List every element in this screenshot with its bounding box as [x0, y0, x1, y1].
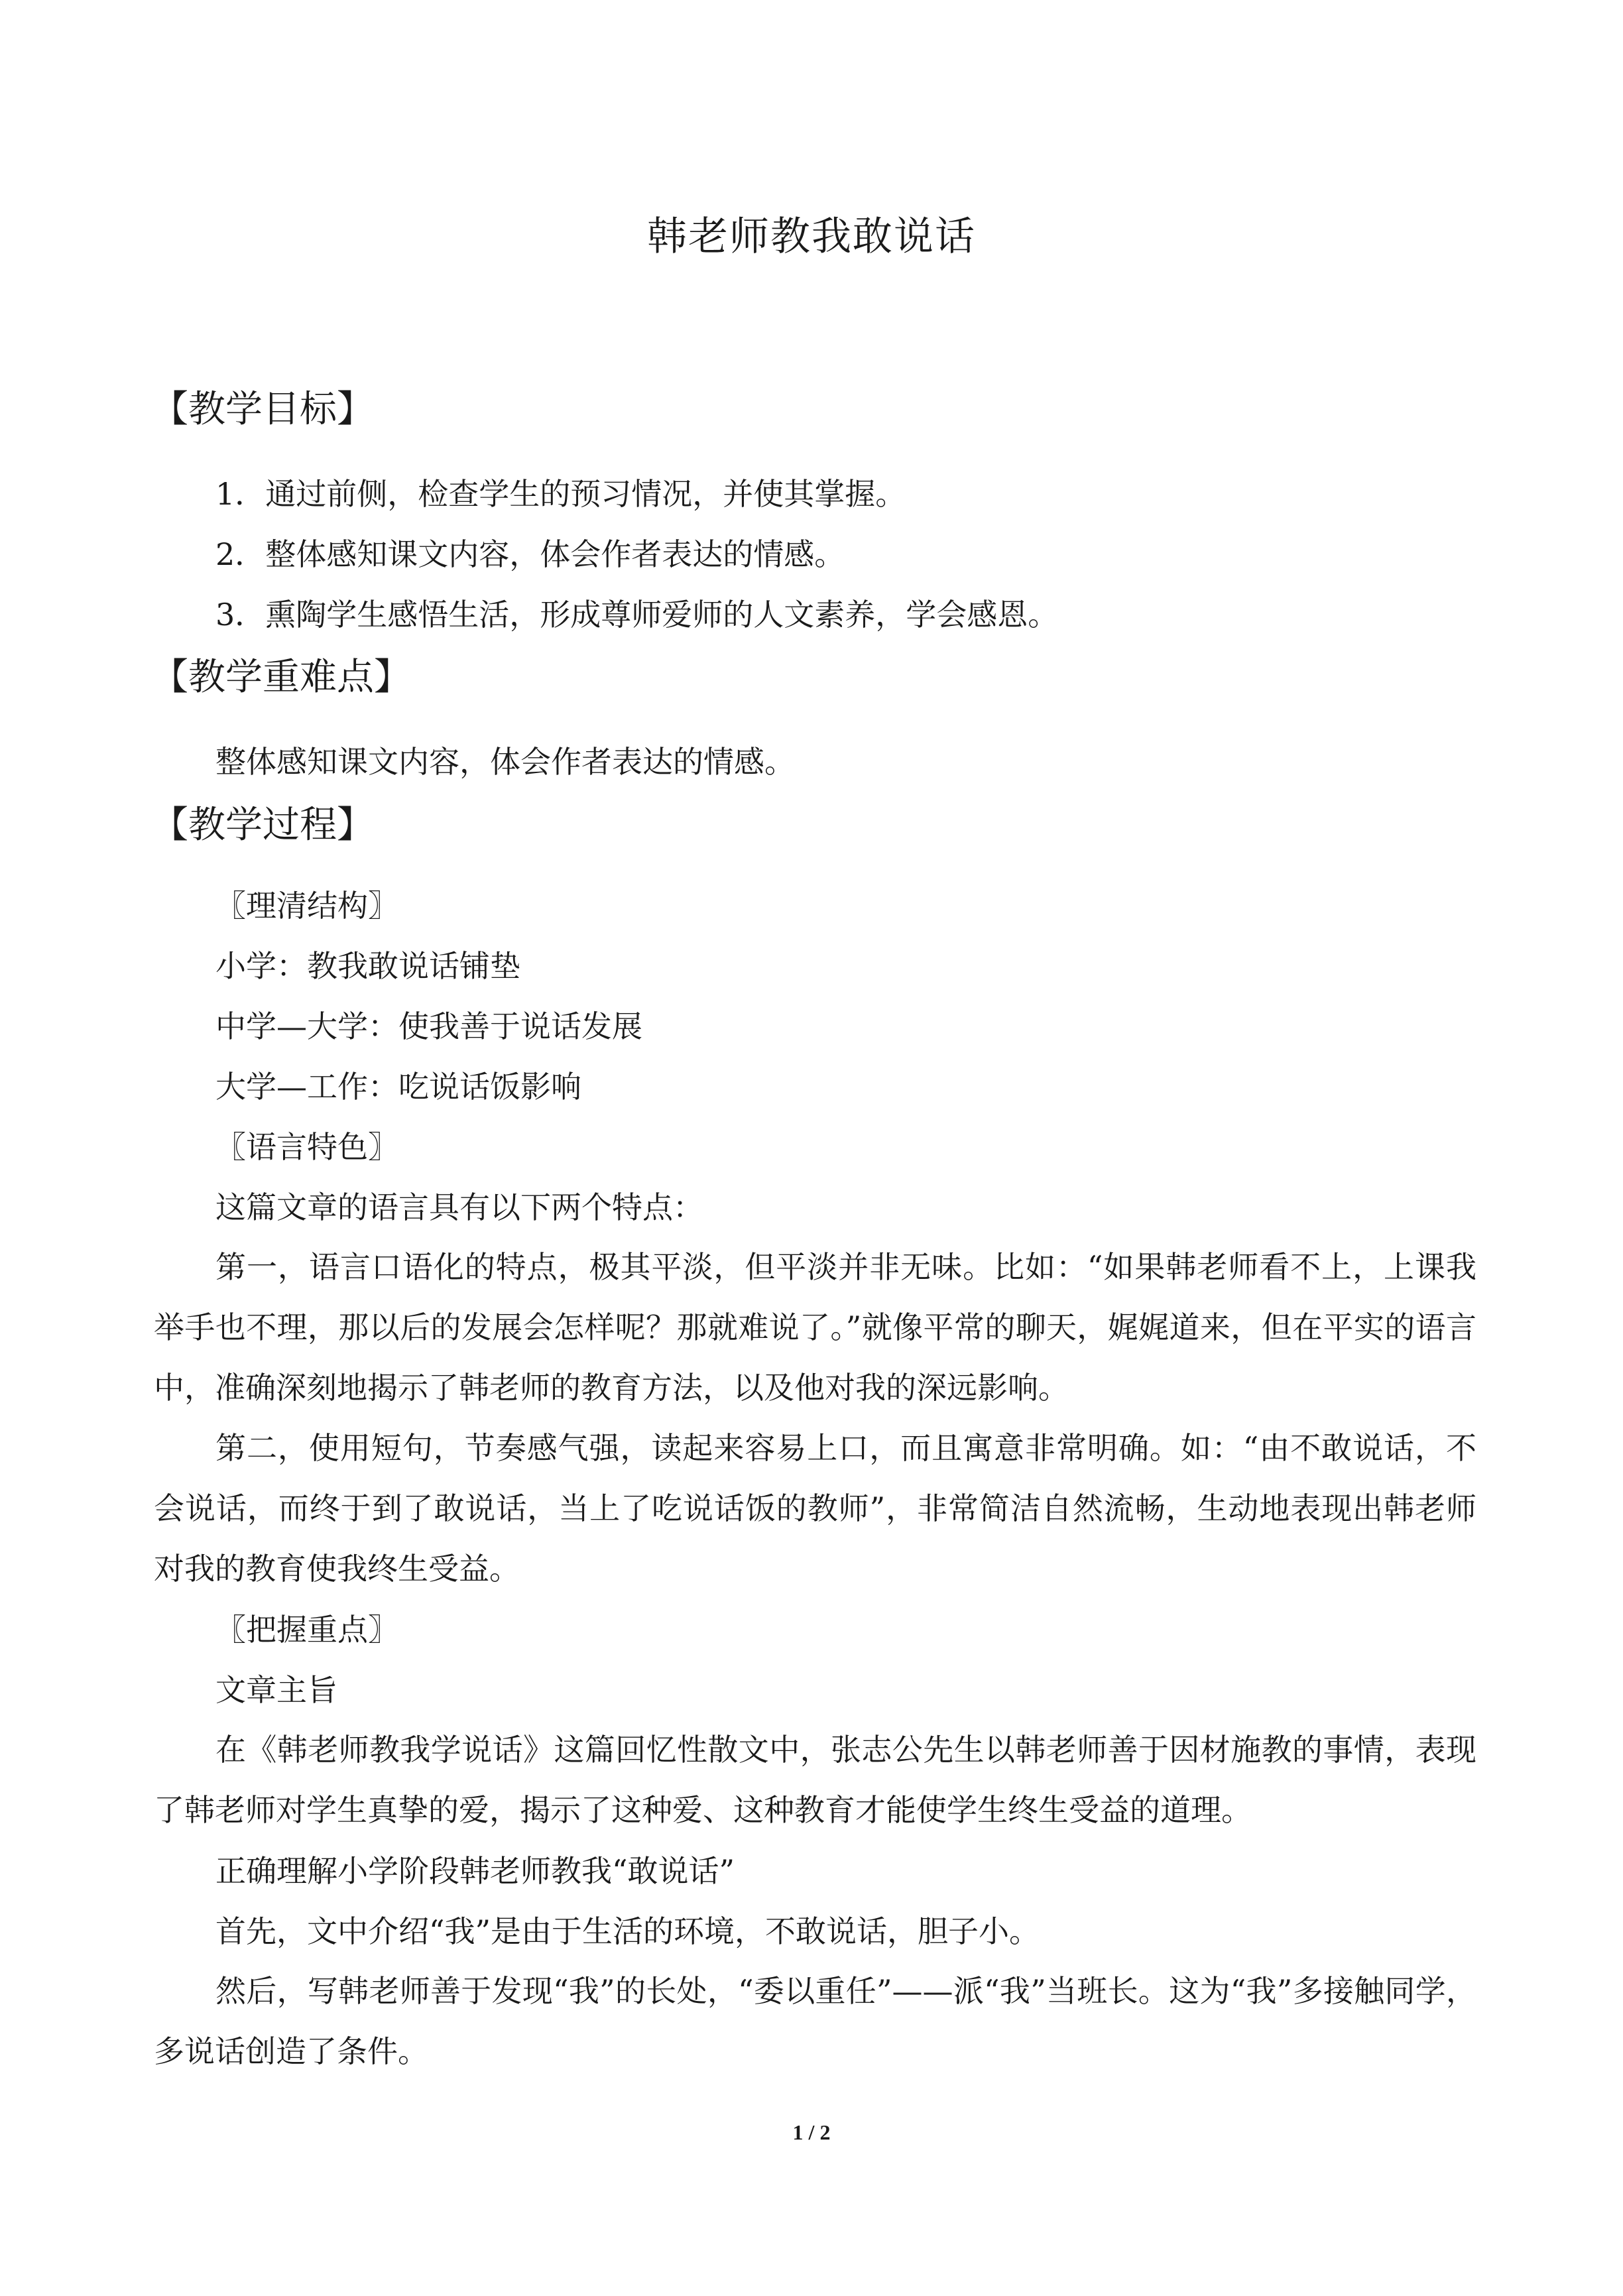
- language-paragraph-1: 第一，语言口语化的特点，极其平淡，但平淡并非无味。比如：“如果韩老师看不上，上课我举手也不理，那以后的发展会怎样呢？那就难说了。”就像平常的聊天，娓娓道来，但在平实的语言中，准确深刻地揭示了韩老师的教育方法，以及他对我的深远影响。: [154, 1249, 1476, 1406]
- goal-item-2: 2．整体感知课文内容，体会作者表达的情感。: [215, 536, 845, 572]
- language-intro: 这篇文章的语言具有以下两个特点：: [215, 1189, 703, 1225]
- section-heading-key-points: 【教学重难点】: [151, 656, 411, 699]
- focus-label: 〖把握重点〗: [215, 1612, 398, 1648]
- language-label: 〖语言特色〗: [215, 1129, 398, 1165]
- section-heading-goals: 【教学目标】: [151, 388, 374, 431]
- language-paragraph-2: 第二，使用短句，节奏感气强，读起来容易上口，而且寓意非常明确。如：“由不敢说话，不会说话，而终于到了敢说话，当上了吃说话饭的教师”，非常简洁自然流畅，生动地表现出韩老师对我的教育使我终生受益。: [154, 1430, 1476, 1587]
- understand-paragraph-2: 然后，写韩老师善于发现“我”的长处，“委以重任”——派“我”当班长。这为“我”多接触同学，多说话创造了条件。: [154, 1973, 1476, 2069]
- section-heading-process: 【教学过程】: [151, 804, 374, 847]
- page-title: 韩老师教我敢说话: [647, 213, 976, 260]
- structure-line-2: 中学—大学：使我善于说话发展: [215, 1008, 642, 1044]
- key-points-text: 整体感知课文内容，体会作者表达的情感。: [215, 744, 795, 780]
- structure-line-1: 小学：教我敢说话铺垫: [215, 948, 520, 984]
- structure-label: 〖理清结构〗: [215, 888, 398, 924]
- structure-line-3: 大学—工作：吃说话饭影响: [215, 1069, 581, 1105]
- goal-item-1: 1．通过前侧，检查学生的预习情况，并使其掌握。: [215, 476, 906, 512]
- theme-label: 文章主旨: [215, 1672, 337, 1708]
- goal-item-3: 3．熏陶学生感悟生活，形成尊师爱师的人文素养，学会感恩。: [215, 597, 1059, 633]
- theme-paragraph: 在《韩老师教我学说话》这篇回忆性散文中，张志公先生以韩老师善于因材施教的事情，表现了韩老师对学生真挚的爱，揭示了这种爱、这种教育才能使学生终生受益的道理。: [154, 1732, 1476, 1828]
- understand-label: 正确理解小学阶段韩老师教我“敢说话”: [215, 1853, 735, 1889]
- page-number: 1 / 2: [792, 2120, 831, 2144]
- understand-paragraph-1: 首先，文中介绍“我”是由于生活的环境，不敢说话，胆子小。: [215, 1913, 1040, 1949]
